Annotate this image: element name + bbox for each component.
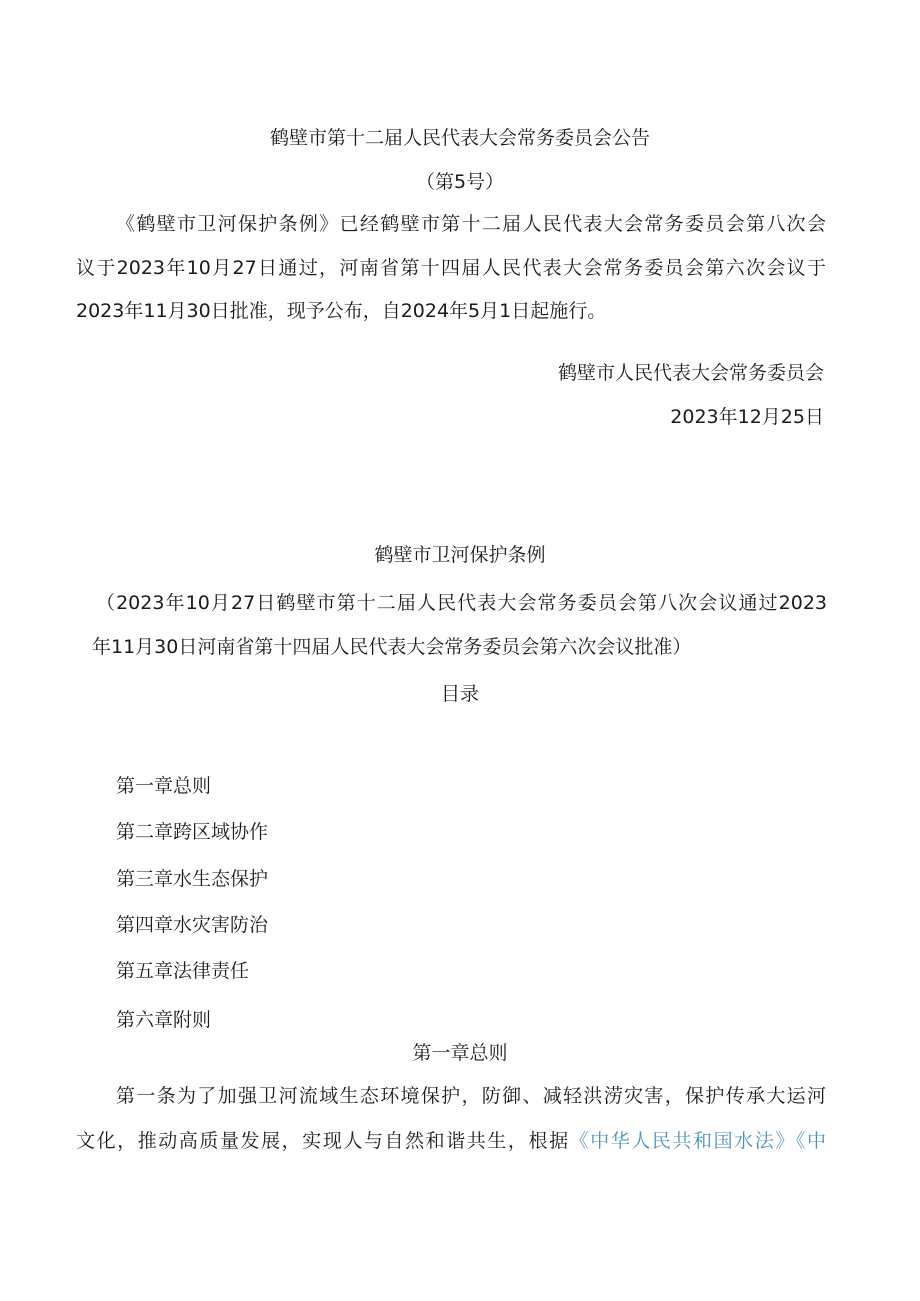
announcement-body-line: 议于2023年10月27日通过，河南省第十四届人民代表大会常务委员会第六次会议于 bbox=[76, 257, 826, 279]
announcement-number: （第5号） bbox=[415, 171, 505, 193]
toc-item-chapter-5: 第五章法律责任 bbox=[116, 960, 250, 982]
announcement-signature: 鹤壁市人民代表大会常务委员会 bbox=[557, 362, 824, 384]
law-link-water-law[interactable]: 《中华人民共和国水法》 bbox=[569, 1130, 796, 1152]
regulation-title: 鹤壁市卫河保护条例 bbox=[374, 544, 546, 566]
toc-item-chapter-4: 第四章水灾害防治 bbox=[116, 914, 269, 936]
article-1-text: 文化，推动高质量发展，实现人与自然和谐共生，根据 bbox=[76, 1130, 570, 1152]
toc-item-chapter-6: 第六章附则 bbox=[116, 1009, 212, 1031]
article-1-line: 第一条为了加强卫河流域生态环境保护，防御、减轻洪涝灾害，保护传承大运河 bbox=[116, 1085, 826, 1107]
toc-item-chapter-2: 第二章跨区域协作 bbox=[116, 821, 269, 843]
announcement-title: 鹤壁市第十二届人民代表大会常务委员会公告 bbox=[269, 127, 650, 149]
regulation-note-line: 年11月30日河南省第十四届人民代表大会常务委员会第六次会议批准） bbox=[92, 636, 692, 658]
announcement-date: 2023年12月25日 bbox=[670, 406, 824, 428]
article-1-line bbox=[76, 1128, 826, 1154]
chapter-1-heading: 第一章总则 bbox=[412, 1042, 508, 1064]
law-link-continued[interactable]: 《中 bbox=[795, 1130, 826, 1152]
announcement-body-line: 2023年11月30日批准，现予公布，自2024年5月1日起施行。 bbox=[76, 300, 607, 322]
toc-item-chapter-3: 第三章水生态保护 bbox=[116, 868, 269, 890]
toc-title: 目录 bbox=[440, 683, 479, 705]
regulation-note-line: （2023年10月27日鹤壁市第十二届人民代表大会常务委员会第八次会议通过2023 bbox=[96, 592, 827, 614]
announcement-body-line: 《鹤壁市卫河保护条例》已经鹤壁市第十二届人民代表大会常务委员会第八次会 bbox=[116, 213, 826, 235]
toc-item-chapter-1: 第一章总则 bbox=[116, 775, 212, 797]
